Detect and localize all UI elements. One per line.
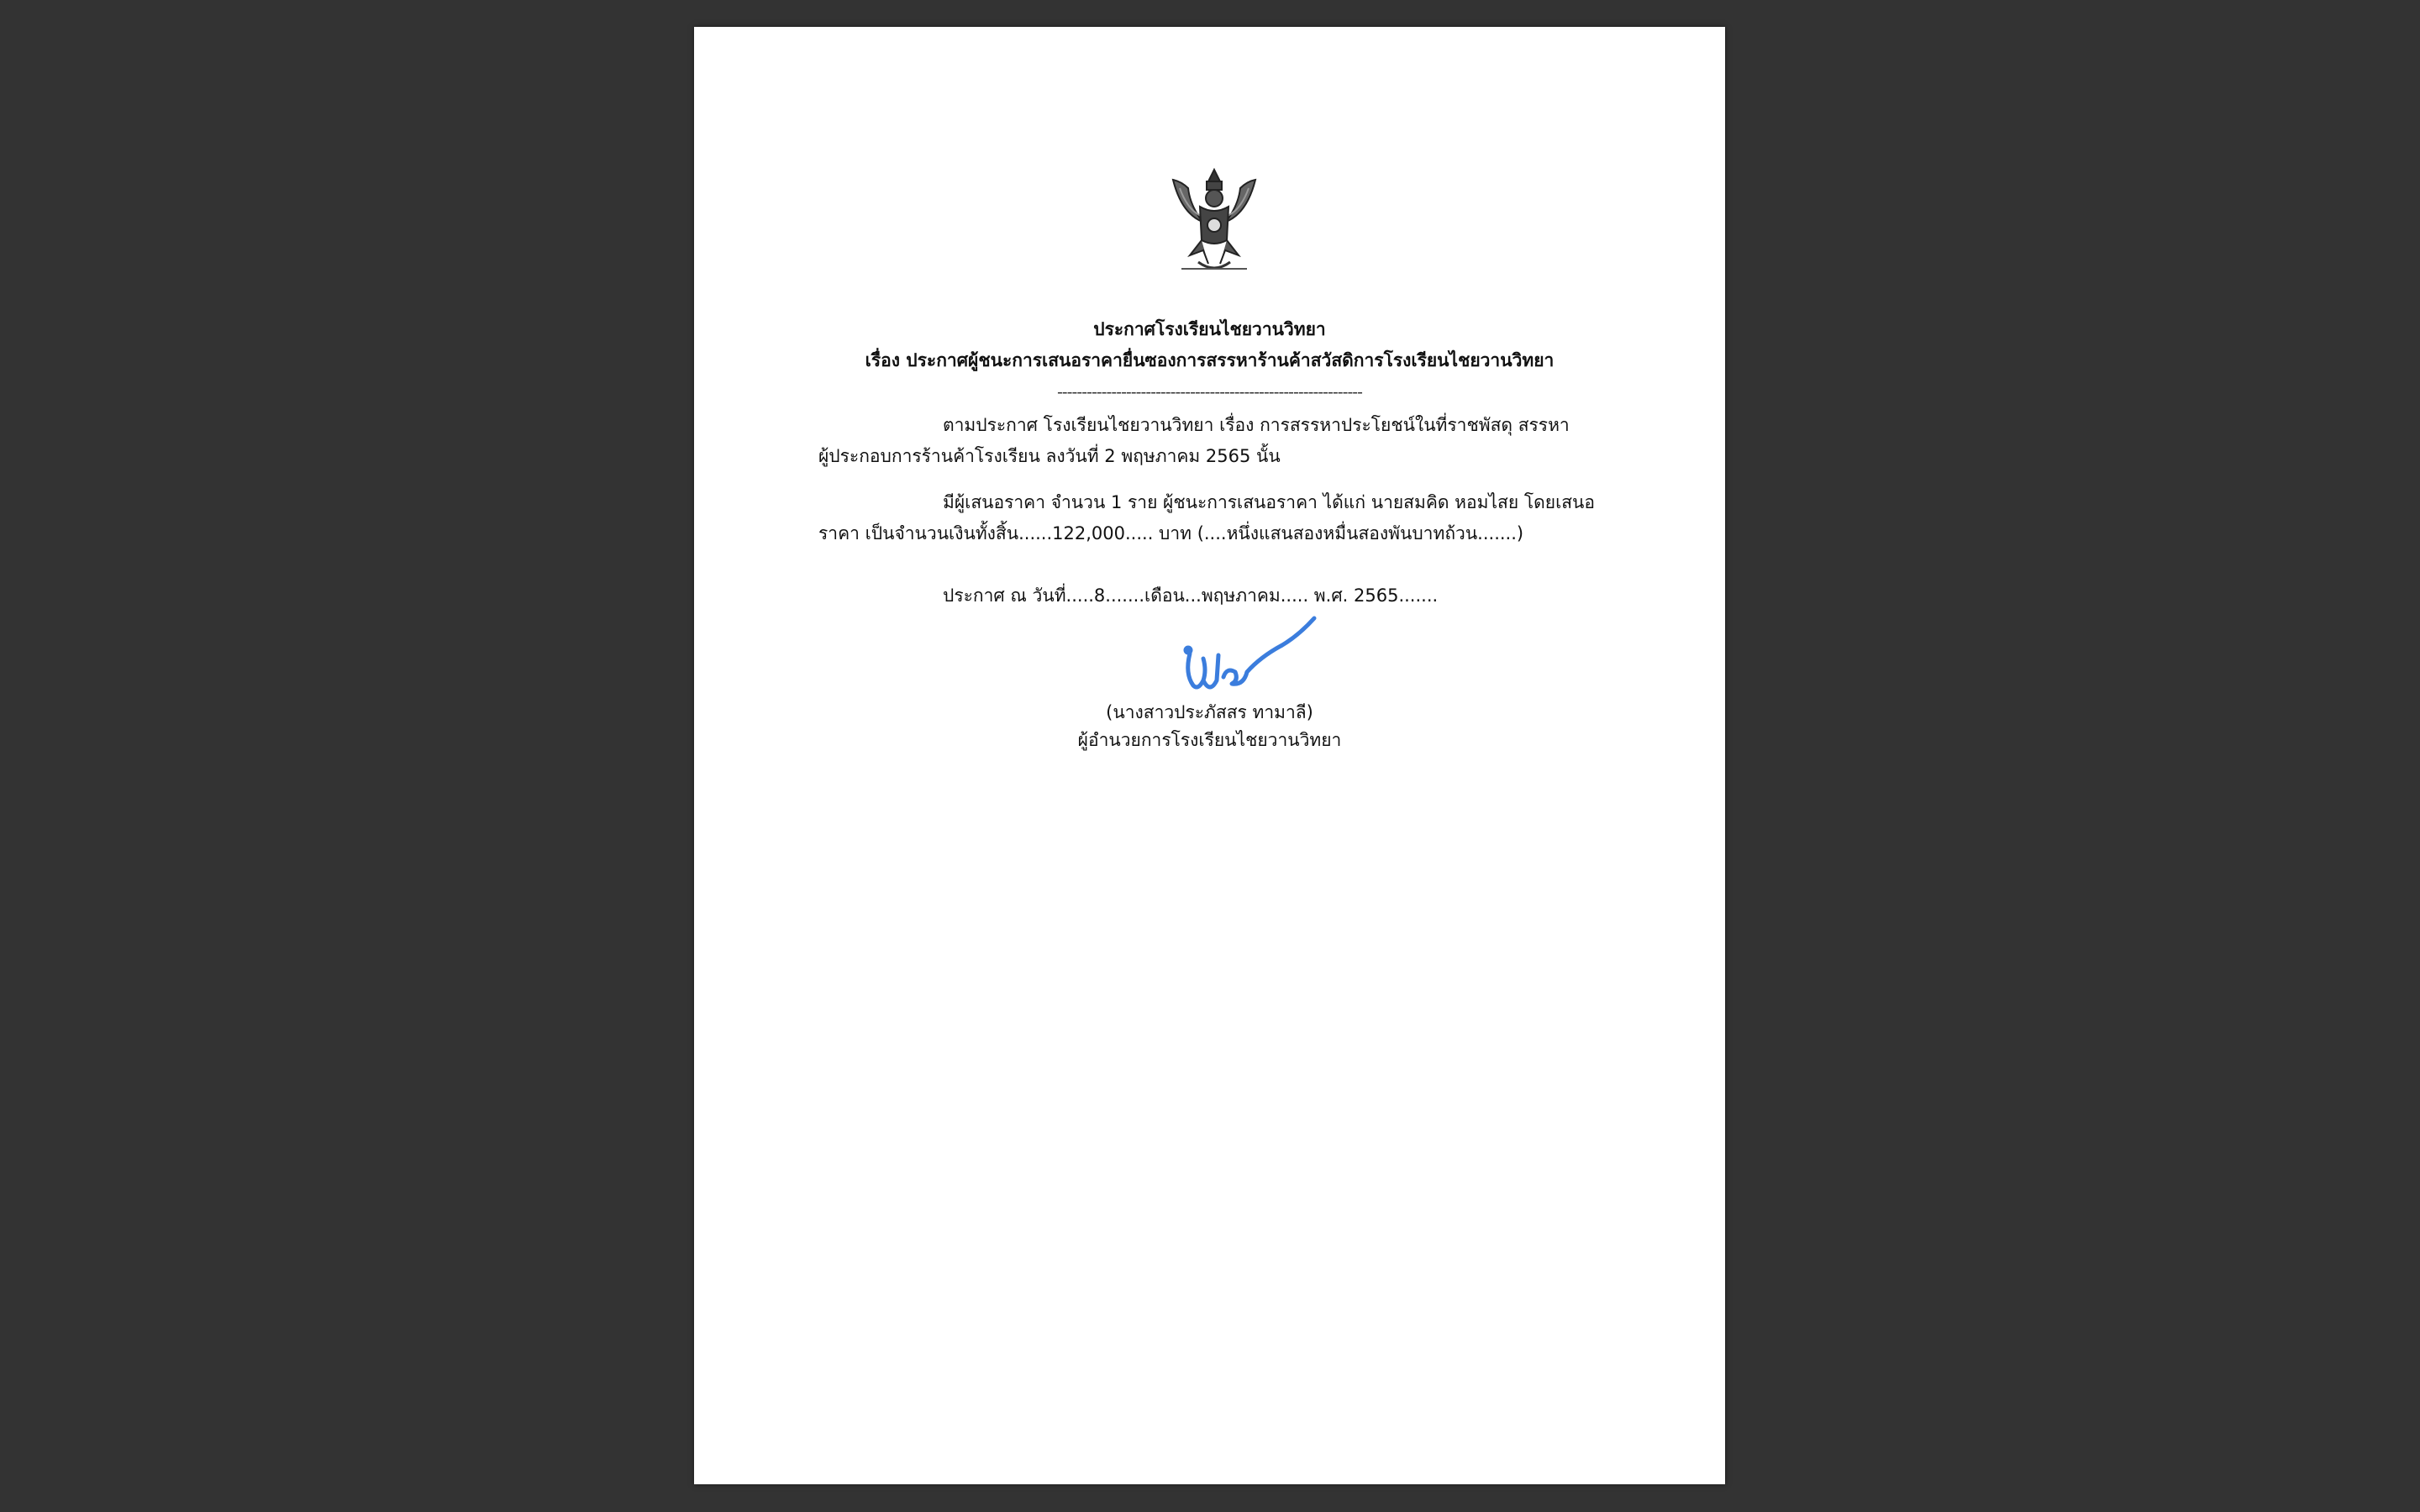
handwritten-signature (1173, 586, 1324, 704)
announce-date: ประกาศ ณ วันที่.....8.......เดือน...พฤษภาคม..... พ.ศ. 2565....... (943, 585, 1439, 606)
paragraph1-line1: ตามประกาศ โรงเรียนไชยวานวิทยา เรื่อง การสรรหาประโยชน์ในที่ราชพัสดุ สรรหา (943, 415, 1570, 435)
paragraph2-line2: ราคา เป็นจำนวนเงินทั้งสิ้น......122,000..... บาท (....หนึ่งแสนสองหมื่นสองพันบาทถ้วน.......) (818, 523, 1524, 543)
paragraph2-line1: มีผู้เสนอราคา จำนวน 1 ราย ผู้ชนะการเสนอราคา ได้แก่ นายสมคิด หอมไสย โดยเสนอ (943, 492, 1596, 512)
signatory-name: (นางสาวประภัสสร ทามาลี) (1106, 702, 1313, 722)
paragraph1-line2: ผู้ประกอบการร้านค้าโรงเรียน ลงวันที่ 2 พฤษภาคม 2565 นั้น (818, 446, 1281, 466)
garuda-emblem-icon (1165, 163, 1264, 276)
signatory-position: ผู้อำนวยการโรงเรียนไชยวานวิทยา (1077, 730, 1342, 750)
document-page (694, 27, 1725, 1484)
separator-line: -------------------------------------------------------------- (1056, 383, 1363, 402)
header-title: ประกาศโรงเรียนไชยวานวิทยา (1093, 319, 1326, 339)
document-subject: เรื่อง ประกาศผู้ชนะการเสนอราคายื่นซองการสรรหาร้านค้าสวัสดิการโรงเรียนไชยวานวิทยา (865, 350, 1555, 370)
